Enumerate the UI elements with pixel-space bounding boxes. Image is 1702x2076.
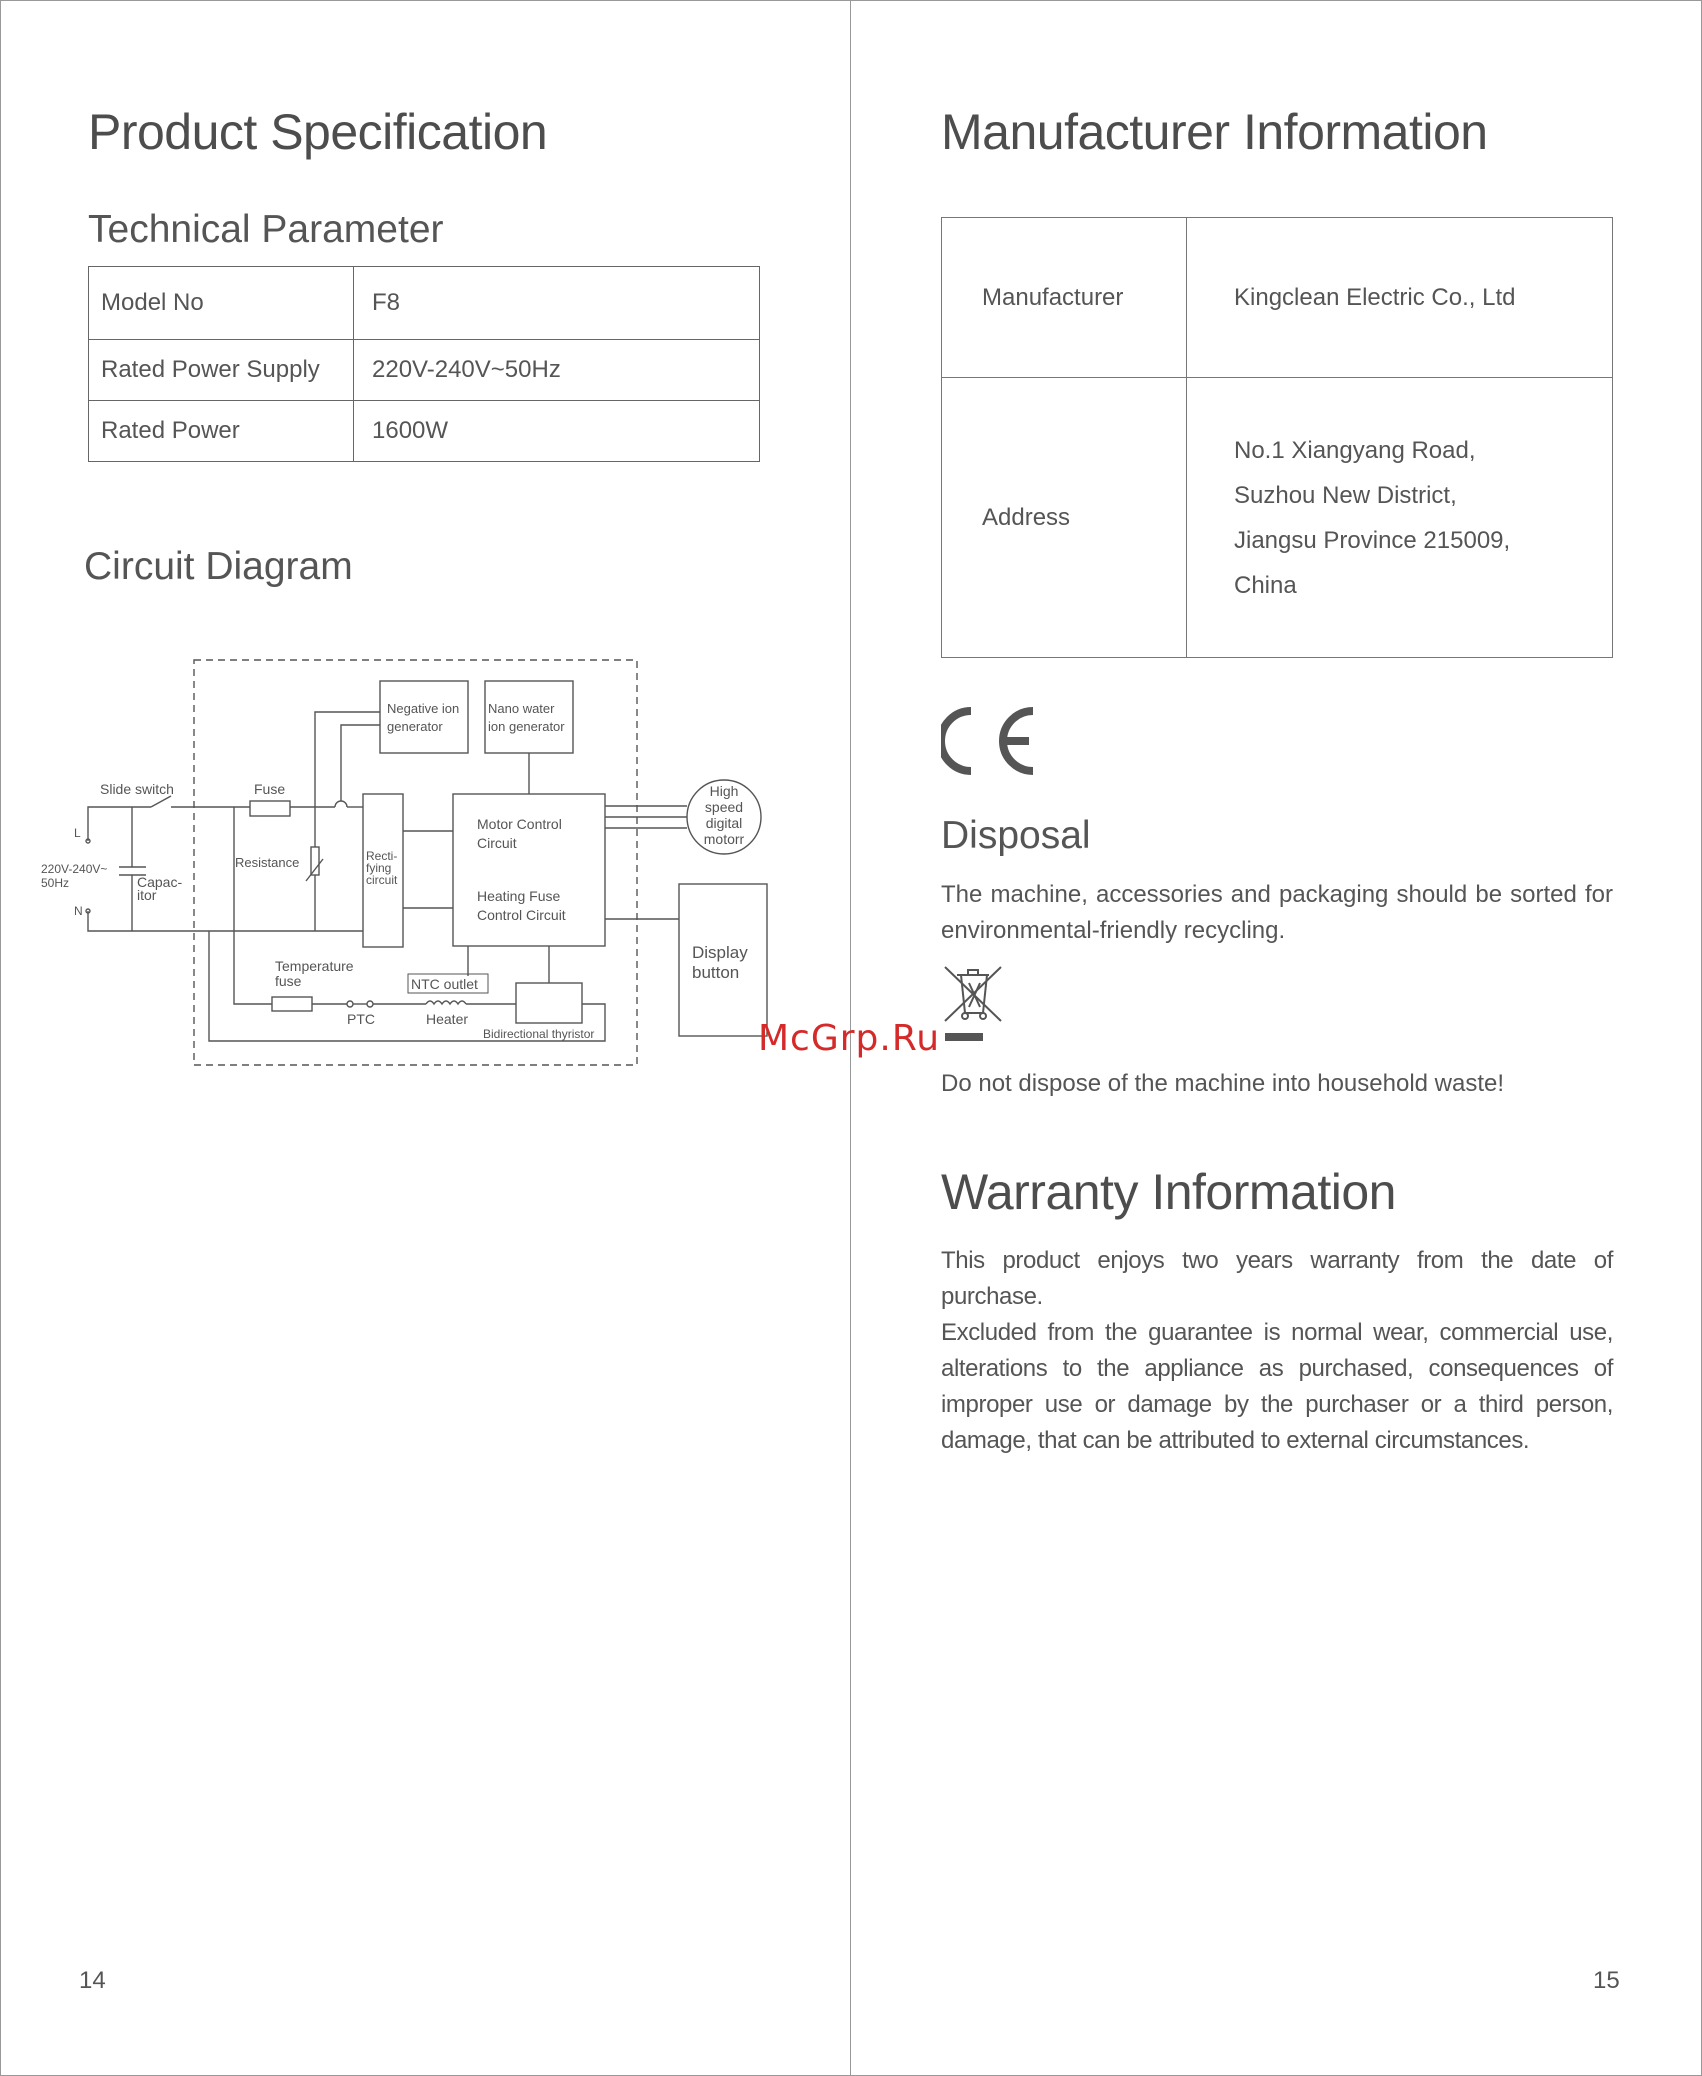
rectifying-label-3: circuit [366,873,398,887]
warranty-paragraph-2: Excluded from the guarantee is normal wear, commercial use, alterations to the appliance as purchased, consequences of improper use or damage by the purchaser or a third person, damage, that can be attributed to external circumstances. [941,1319,1613,1454]
slide-switch-symbol [151,796,171,807]
ptc-label: PTC [347,1011,375,1027]
rectifying-label-1: Recti- [366,849,398,863]
warranty-paragraph-1: This product enjoys two years warranty from the date of purchase. [941,1247,1613,1310]
wire [88,807,151,841]
supply-label-1: 220V-240V~ [41,862,108,876]
circuit-diagram-heading: Circuit Diagram [84,545,353,588]
motor-label-3: digital [705,815,743,831]
nano-water-label-1: Nano water [488,701,555,716]
n-label: N [74,904,83,918]
rectifying-label-2: fying [366,861,392,875]
negative-ion-label-1: Negative ion [387,701,460,716]
right-page [851,0,1702,2076]
page-number-left: 14 [79,1967,106,1994]
page-title-manufacturer-information: Manufacturer Information [941,104,1488,160]
negative-ion-box [380,681,468,753]
l-label: L [74,826,81,840]
display-label-2: button [692,963,740,982]
rated-power-label: Rated Power [89,401,354,462]
circuit-diagram [1,1,852,1101]
address-line: China [1234,571,1297,599]
weee-bin-icon [941,963,1005,1043]
nano-water-label-2: ion generator [488,719,565,734]
wire [209,931,605,1041]
disposal-text: The machine, accessories and packaging should be sorted for environmental-friendly recycling. [941,881,1613,944]
heater-coil [426,1001,466,1004]
watermark: McGrp.Ru [758,1018,941,1059]
motor-label-4: motorr [703,831,745,847]
temperature-fuse-symbol [272,997,312,1011]
warranty-heading: Warranty Information [941,1164,1396,1220]
page-title-product-specification: Product Specification [88,104,548,160]
ptc-terminal [367,1001,373,1007]
address-line: Jiangsu Province 215009, [1234,526,1511,554]
model-no-label: Model No [89,267,354,340]
wire [341,725,380,801]
ptc-terminal [347,1001,353,1007]
resistance-label: Resistance [235,855,300,870]
technical-parameter-heading: Technical Parameter [88,208,444,251]
manufacturer-table [941,217,1613,658]
wire [88,911,363,931]
capacitor-label-1: Capac- [137,874,183,890]
heater-label: Heater [426,1011,469,1027]
disposal-heading: Disposal [941,814,1091,857]
motor-label-2: speed [704,799,744,815]
nano-water-box [485,681,573,753]
ntc-outlet-label: NTC outlet [411,976,478,992]
table-row [942,218,1613,378]
model-no-value: F8 [354,267,760,340]
motor-label-1: High [709,783,739,799]
display-label-1: Display [692,943,748,962]
thyristor-label: Bidirectional thyristor [483,1027,595,1041]
fuse-label: Fuse [254,781,286,797]
rated-power-supply-value: 220V-240V~50Hz [354,340,760,401]
address-line: No.1 Xiangyang Road, [1234,436,1476,464]
wire-crossing [335,801,347,807]
thyristor-box [516,983,582,1023]
page-number-right: 15 [1593,1967,1620,1994]
negative-ion-label-2: generator [387,719,443,734]
heating-fuse-label-2: Control Circuit [477,907,566,923]
resistance-symbol [311,847,319,875]
table-row [942,378,1613,658]
manufacturer-value: Kingclean Electric Co., Ltd [1187,218,1613,378]
disposal-warning: Do not dispose of the machine into household waste! [941,1070,1505,1097]
wire [315,712,380,807]
slide-switch-label: Slide switch [100,781,174,797]
address-label: Address [942,378,1187,658]
rated-power-value: 1600W [354,401,760,462]
warranty-text [941,1243,1613,1459]
fuse-symbol [250,801,290,816]
ce-mark-icon [941,707,1041,775]
heating-fuse-label-1: Heating Fuse [477,888,561,904]
rated-power-supply-label: Rated Power Supply [89,340,354,401]
temperature-fuse-label-2: fuse [275,973,302,989]
supply-label-2: 50Hz [41,876,70,890]
temperature-fuse-label-1: Temperature [275,958,354,974]
address-value [1187,378,1613,658]
wire [234,931,272,1004]
motor-control-label-1: Motor Control [477,816,562,832]
address-line: Suzhou New District, [1234,481,1457,509]
capacitor-label-2: itor [137,887,157,903]
motor-control-label-2: Circuit [477,835,517,851]
manufacturer-label: Manufacturer [942,218,1187,378]
